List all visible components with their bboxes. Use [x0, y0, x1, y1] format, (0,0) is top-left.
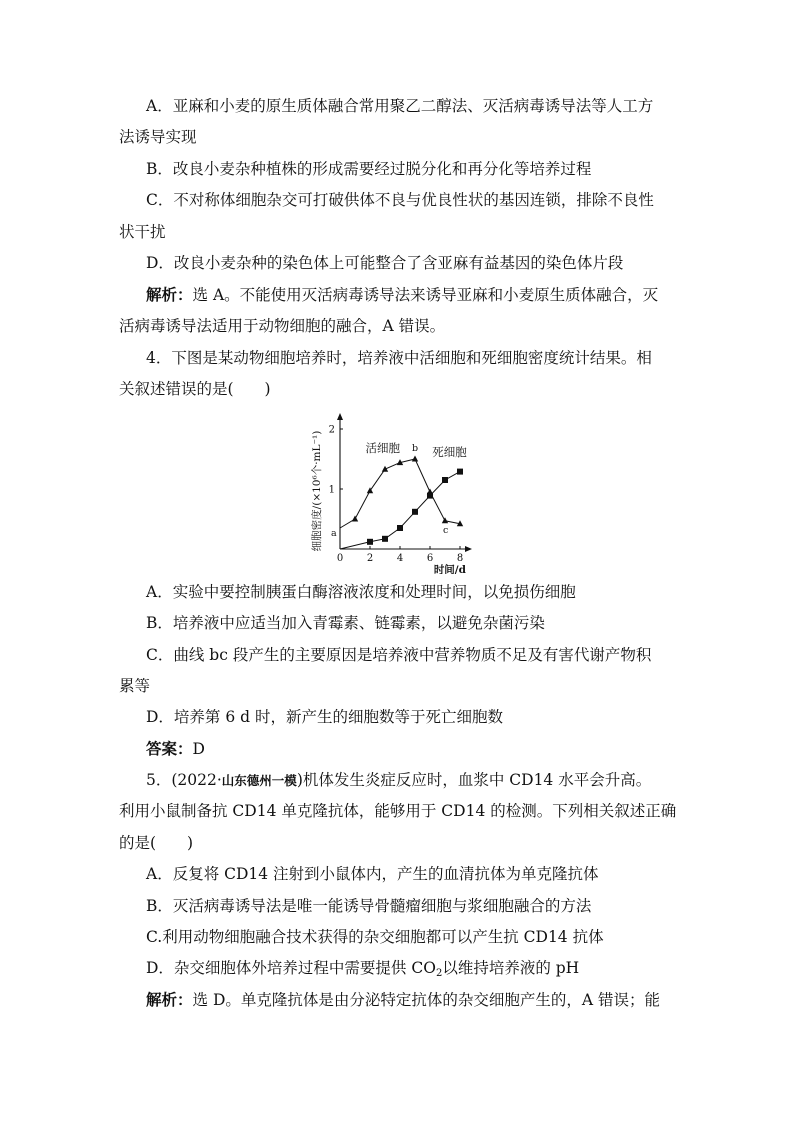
q5-option-b: B．灭活病毒诱导法是唯一能诱导骨髓瘤细胞与浆细胞融合的方法	[146, 897, 592, 915]
square-marker	[442, 477, 448, 483]
q5-d-pre: D．杂交细胞体外培养过程中需要提供 CO	[146, 959, 436, 977]
analysis-text: 选 A。不能使用灭活病毒诱导法来诱导亚麻和小麦原生质体融合，灭	[192, 286, 659, 304]
q3-option-c-line1: C．不对称体细胞杂交可打破供体不良与优良性状的基因连锁，排除不良性	[146, 191, 654, 209]
series-label-live: 活细胞	[365, 440, 400, 455]
x-tick-label: 0	[336, 553, 344, 564]
y-tick-label: 1	[328, 484, 335, 496]
point-annotation-a: a	[331, 528, 337, 539]
triangle-marker	[412, 456, 418, 462]
q5-number: 5．(2022·	[146, 771, 222, 789]
q5-option-a: A．反复将 CD14 注射到小鼠体内，产生的血清抗体为单克隆抗体	[146, 865, 599, 883]
q5-analysis-line1	[146, 990, 660, 1010]
x-tick-label: 2	[366, 553, 374, 564]
q5-d-sub: 2	[435, 968, 443, 979]
analysis-text: 选 D。单克隆抗体是由分泌特定抗体的杂交细胞产生的，A 错误；能	[192, 991, 660, 1009]
q5-stem-line3: 的是( )	[119, 834, 194, 852]
square-marker	[427, 493, 433, 499]
q3-option-c-line2: 状干扰	[119, 223, 166, 241]
square-marker	[412, 509, 418, 515]
y-axis-label: 细胞密度/(×10⁶个·mL⁻¹)	[311, 430, 323, 552]
q5-option-d	[146, 958, 579, 978]
q5-stem-line2: 利用小鼠制备抗 CD14 单克隆抗体，能够用于 CD14 的检测。下列相关叙述正确	[119, 802, 677, 820]
q3-analysis-line1	[146, 285, 658, 305]
q3-analysis-line2: 活病毒诱导法适用于动物细胞的融合，A 错误。	[119, 317, 446, 335]
q4-option-c-line2: 累等	[119, 677, 151, 695]
q4-option-d: D．培养第 6 d 时，新产生的细胞数等于死亡细胞数	[146, 708, 503, 726]
q4-answer	[146, 739, 205, 759]
q4-option-c-line1: C．曲线 bc 段产生的主要原因是培养液中营养物质不足及有害代谢产物积	[146, 646, 652, 664]
series-line-1	[340, 459, 460, 528]
q3-option-b: B．改良小麦杂种植株的形成需要经过脱分化和再分化等培养过程	[146, 160, 592, 178]
answer-value: D	[192, 740, 205, 758]
q4-stem-line1: 4．下图是某动物细胞培养时，培养液中活细胞和死细胞密度统计结果。相	[146, 349, 652, 367]
analysis-label: 解析：	[146, 990, 193, 1009]
answer-label: 答案：	[146, 739, 193, 758]
chart-labels	[310, 431, 467, 574]
x-axis-label: 时间/d	[433, 564, 466, 574]
q3-option-d: D．改良小麦杂种的染色体上可能整合了含亚麻有益基因的染色体片段	[146, 254, 624, 272]
square-marker	[382, 536, 388, 542]
square-marker	[397, 525, 403, 531]
x-tick-label: 8	[456, 553, 464, 564]
x-tick-label: 6	[426, 553, 434, 564]
point-annotation-b: b	[412, 443, 419, 454]
cell-density-chart	[304, 402, 524, 574]
q4-option-a: A．实验中要控制胰蛋白酶溶液浓度和处理时间，以免损伤细胞	[146, 583, 576, 601]
q5-stem-line1	[146, 770, 651, 791]
y-tick-label: 2	[328, 424, 335, 436]
analysis-label: 解析：	[146, 285, 193, 304]
x-tick-label: 4	[396, 553, 404, 564]
triangle-marker	[352, 516, 358, 522]
q5-option-c: C.利用动物细胞融合技术获得的杂交细胞都可以产生抗 CD14 抗体	[146, 928, 604, 946]
q5-d-post: 以维持培养液的 pH	[442, 959, 580, 977]
y-axis-arrow	[337, 413, 343, 420]
q3-option-a-line2: 法诱导实现	[119, 128, 197, 146]
x-axis-arrow	[465, 546, 472, 552]
square-marker	[457, 469, 463, 475]
q5-stem-rest: )机体发生炎症反应时，血浆中 CD14 水平会升高。	[296, 771, 652, 789]
q4-stem-line2: 关叙述错误的是( )	[119, 380, 271, 398]
q3-option-a-line1: A．亚麻和小麦的原生质体融合常用聚乙二醇法、灭活病毒诱导法等人工方	[146, 97, 654, 115]
square-marker	[367, 539, 373, 545]
chart-axes	[337, 413, 472, 552]
q4-option-b: B．培养液中应适当加入青霉素、链霉素，以避免杂菌污染	[146, 614, 545, 632]
series-line-2	[340, 472, 460, 549]
q5-source: 山东德州一模	[221, 773, 297, 788]
point-annotation-c: c	[443, 524, 449, 536]
series-label-dead: 死细胞	[432, 445, 467, 459]
triangle-marker	[442, 517, 448, 523]
